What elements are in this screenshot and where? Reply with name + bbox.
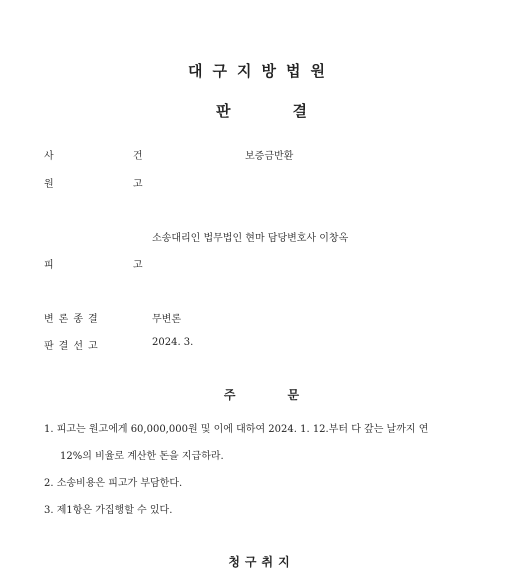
closing-value: 무변론 xyxy=(152,314,181,325)
plaintiff-label: 원 고 xyxy=(44,179,181,190)
document-title: 판결 xyxy=(216,102,369,120)
main-order-title: 주문 xyxy=(223,388,352,402)
plaintiff-representative: 소송대리인 법무법인 현마 담당변호사 이창옥 xyxy=(152,233,349,244)
order-item-3: 3. 제1항은 가집행할 수 있다. xyxy=(44,505,173,516)
case-value: 보증금반환 xyxy=(245,151,294,162)
order-item-1-cont: 12%의 비율로 계산한 돈을 지급하라. xyxy=(60,451,224,462)
case-label: 사 건 xyxy=(44,151,181,162)
defendant-label: 피 고 xyxy=(44,260,181,271)
court-name: 대구지방법원 xyxy=(188,62,335,80)
order-item-2: 2. 소송비용은 피고가 부담한다. xyxy=(44,478,183,489)
announce-value: 2024. 3. xyxy=(152,337,194,348)
claim-title: 청구취지 xyxy=(228,555,295,569)
order-item-1: 1. 피고는 원고에게 60,000,000원 및 이에 대하여 2024. 1. 12.부터 다 갚는 날까지 연 xyxy=(44,424,429,435)
announce-label: 판결선고 xyxy=(44,341,103,352)
closing-label: 변론종결 xyxy=(44,314,103,325)
